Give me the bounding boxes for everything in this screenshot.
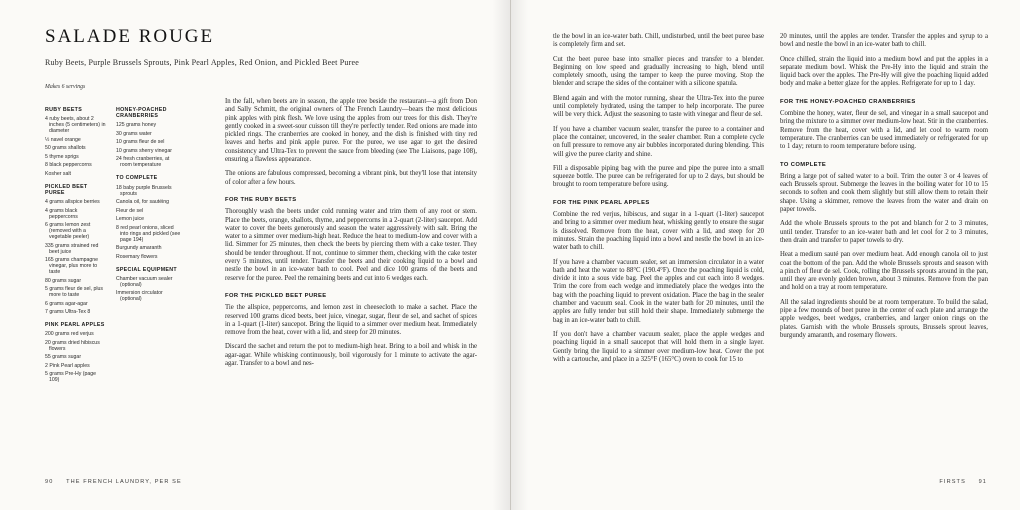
text-block: Tie the allspice, peppercorns, and lemon zest in cheesecloth to make a sachet. Place the reserved 100 grams diced beets, beet juice, vinegar, sugar, fleur de sel, and sachet of spices in a 1-quart (1-liter) saucepot. Bring the liquid to a simmer over medium heat. Immediately remove from the heat, cover with a lid, and steep for 20 minutes.: [225, 304, 477, 337]
ingredient-line: 5 grams Pre-Hy (page 109): [45, 371, 97, 384]
ingredient-line: 125 grams honey: [116, 122, 157, 129]
text-block: Combine the honey, water, fleur de sel, and vinegar in a small saucepot and bring the mixture to a simmer over medium-low heat. Stir in the cranberries. Remove from the heat, cover with a lid, and let cool to warm room temperature. The cranberries can be used immediately or refrigerated for up to 1 day; return to room temperature before using.: [780, 110, 989, 151]
running-head-right: FIRSTS: [939, 479, 966, 485]
text-block: Cut the beet puree base into smaller pieces and transfer to a blender. Beginning on low speed and gradually increasing to high, blend until completely smooth, using the tamper to keep the puree moving. Stop the blender and scrape the sides of the container with a silicone spatula.: [553, 55, 764, 88]
page-number-right: 91: [978, 479, 987, 485]
ingredient-line: Fleur de sel: [116, 207, 144, 214]
recipe-subtitle: Ruby Beets, Purple Brussels Sprouts, Pink Pearl Apples, Red Onion, and Pickled Beet Puree: [45, 58, 359, 67]
text-block: Bring a large pot of salted water to a boil. Trim the outer 3 or 4 leaves of each Brussels sprout. Submerge the leaves in the boiling water for 10 to 15 seconds to soften and cook them slightly but still allow them to retain their shape. Using a skimmer, remove the leaves from the water and drain on paper towels.: [780, 172, 988, 214]
text-block: Discard the sachet and return the pot to medium-high heat. Bring to a boil and whisk in the agar-agar. While whisking continuously, boil vigorously for 1 minute to activate the agar-agar. Transfer to a bowl and nes-: [225, 343, 477, 368]
ingredient-line: 5 grams fleur de sel, plus more to taste: [45, 286, 103, 299]
recipe-title: SALADE ROUGE: [45, 26, 215, 47]
ingredient-line: 24 fresh cranberries, at room temperature: [116, 156, 170, 169]
running-head-left: THE FRENCH LAUNDRY, PER SE: [66, 479, 182, 485]
ingredient-line: 4 ruby beets, about 2 inches (5 centimeters) in diameter: [45, 116, 106, 135]
text-block: In the fall, when beets are in season, the apple tree beside the restaurant—a gift from Don and Sally Schmitt, the original owners of The French Laundry—bears the most delicious pink apples with pink flesh. We love using the apples from our trees for this dish. They're gently cooked in a sweet-sour cuisson till they're perfectly tender. Red onions are made into pickled rings. The cranberries are cooked in honey, and the dish is finished with tiny red leaves and herbs and pink apple puree. For the puree, we use agar to get the desired consistency and Ultra-Tex to prevent the sauce from bleeding (see The Liaisons, page 108), ensuring a flawless appearance.: [225, 98, 477, 164]
ingredient-line: 20 grams dried hibiscus flowers: [45, 339, 100, 352]
text-block: Combine the red verjus, hibiscus, and sugar in a 1-quart (1-liter) saucepot and bring to a simmer over medium heat, whisking gently to ensure the sugar is dissolved. Remove from the heat, cover with a lid, and steep for 20 minutes. Strain the poaching liquid into a bowl and nestle the bowl in an ice-water bath to chill.: [553, 211, 764, 252]
ingredient-line: 2 Pink Pearl apples: [45, 362, 90, 369]
ingredient-line: 10 grams sherry vinegar: [116, 147, 172, 154]
ingredient-line: 50 grams shallots: [45, 145, 86, 152]
ingredient-line: ½ navel orange: [45, 136, 81, 143]
text-block: FOR THE HONEY-POACHED CRANBERRIES: [780, 98, 916, 105]
ingredient-line: Immersion circulator (optional): [116, 290, 163, 303]
ingredient-line: Kosher salt: [45, 170, 71, 177]
right-footer: [939, 479, 987, 485]
text-block: If you don't have a chamber vacuum sealer, place the apple wedges and poaching liquid in a small saucepot that will hold them in a single layer. Gently bring the liquid to a simmer over medium-low heat. Cover the pot with a cartouche, and place in a 325°F (165°C) oven to cook for 15 to: [553, 330, 764, 363]
ingredient-line: Canola oil, for sautéing: [116, 199, 170, 206]
text-block: If you have a chamber vacuum sealer, transfer the puree to a container and place the container, uncovered, in the sealer chamber. Run a complete cycle on full pressure to remove any air bubbles incorporated during blending. This will give the puree clarity and shine.: [553, 125, 764, 158]
text-block: If you have a chamber vacuum sealer, set an immersion circulator in a water bath and heat the water to 88°C (190.4°F). Once the poaching liquid is cold, divide it into a sous vide bag. Peel the apples and cut each into 8 wedges. Trim the core from each wedge and immediately place the wedges into the bag with the poaching liquid to prevent oxidation. Place the bag in the sealer chamber and vacuum seal. Cook in the water bath for 20 minutes, until the apples are fully tender but still hold their shape. Immediately submerge the bag in an ice-water bath to chill.: [553, 258, 764, 324]
ingredient-line: 335 grams strained red beet juice: [45, 242, 99, 255]
ingredient-line: SPECIAL EQUIPMENT: [116, 266, 177, 273]
ingredient-column-1: [45, 100, 107, 386]
text-block: Fill a disposable piping bag with the puree and pipe the puree into a small squeeze bottle. The puree can be refrigerated for up to 2 days, but should be brought to room temperature before using.: [553, 164, 764, 189]
text-block: Thoroughly wash the beets under cold running water and trim them of any root or stem. Place the beets, orange, shallots, thyme, and peppercorns in a 2-quart (2-liter) saucepot. Add water to cover the beets generously and season the water aggressively with salt. Bring the water to a simmer over medium-high heat. Reduce the heat to medium-low and cover with a lid. Simmer for 25 minutes, then check the beets by piercing them with a cake tester. They should be tender throughout. If not, continue to simmer them, checking with the cake tester every 5 minutes, until tender. Transfer the beets and their cooking liquid to a bowl and nestle the bowl in an ice-water bath to cool. Peel and dice 100 grams of the beets and reserve for the puree. Peel the remaining beets and cut into 6 wedges each.: [225, 208, 477, 282]
ingredient-line: Burgundy amaranth: [116, 245, 162, 252]
ingredient-line: 5 thyme sprigs: [45, 153, 79, 160]
page-number-left: 90: [45, 479, 54, 485]
right-column-1: [553, 33, 764, 370]
left-body-column: [225, 98, 477, 374]
ingredient-line: 8 red pearl onions, sliced into rings and pickled (see page 194): [116, 224, 181, 243]
yield-note: Makes 6 servings: [45, 84, 86, 90]
text-block: tle the bowl in an ice-water bath. Chill, undisturbed, until the beet puree base is completely firm and set.: [553, 33, 764, 49]
text-block: All the salad ingredients should be at room temperature. To build the salad, pipe a few mounds of beet puree in the center of each plate and arrange the apple wedges, beet wedges, cranberries, and larger onion rings on the plates. Garnish with the whole Brussels sprouts, Brussels sprout leaves, burgundy amaranth, and rosemary flowers.: [780, 298, 988, 339]
text-block: FOR THE PINK PEARL APPLES: [553, 199, 650, 206]
ingredient-line: 30 grams water: [116, 130, 152, 137]
ingredient-line: 4 grams allspice berries: [45, 199, 100, 206]
text-block: 20 minutes, until the apples are tender. Transfer the apples and syrup to a bowl and nestle the bowl in an ice-water bath to chill.: [780, 33, 988, 49]
ingredient-line: 18 baby purple Brussels sprouts: [116, 184, 172, 197]
ingredient-line: Chamber vacuum sealer (optional): [116, 275, 173, 288]
ingredient-line: 4 grams black peppercorns: [45, 207, 78, 220]
text-block: Once chilled, strain the liquid into a medium bowl and put the apples in a separate medium bowl. Whisk the Pre-Hy into the liquid and strain the liquid back over the apples. The Pre-Hy will give the poaching liquid added body and make a better glaze for the apples. Refrigerate for up to 1 day.: [780, 55, 988, 88]
text-block: FOR THE RUBY BEETS: [225, 196, 297, 203]
text-block: Add the whole Brussels sprouts to the pot and blanch for 2 to 3 minutes, until tender. Transfer to an ice-water bath and let cool for 2 to 3 minutes, then drain and transfer to paper towels to dry.: [780, 220, 988, 244]
ingredient-line: 165 grams champagne vinegar, plus more to taste: [45, 257, 99, 276]
right-column-2: [780, 33, 988, 346]
left-footer: [45, 479, 182, 485]
ingredient-line: Rosemary flowers: [116, 253, 158, 260]
text-block: The onions are fabulous compressed, becoming a vibrant pink, but they'll lose that intensity of color after a few hours.: [225, 170, 477, 186]
ingredient-line: PICKLED BEET PUREE: [45, 183, 88, 196]
ingredient-line: TO COMPLETE: [116, 175, 158, 182]
text-block: Blend again and with the motor running, shear the Ultra-Tex into the puree until completely hydrated, using the tamper to help incorporate. The puree will be very thick. Adjust the seasoning to taste with vinegar and fleur de sel.: [553, 94, 764, 119]
ingredient-line: 200 grams red verjus: [45, 331, 94, 338]
ingredient-column-2: [116, 100, 182, 305]
ingredient-line: PINK PEARL APPLES: [45, 322, 105, 329]
ingredient-line: 6 grams agar-agar: [45, 300, 88, 307]
ingredient-line: 8 black peppercorns: [45, 162, 92, 169]
text-block: FOR THE PICKLED BEET PUREE: [225, 292, 327, 299]
ingredient-line: 55 grams sugar: [45, 354, 82, 361]
ingredient-line: 7 grams Ultra-Tex 8: [45, 309, 91, 316]
ingredient-line: 10 grams fleur de sel: [116, 139, 165, 146]
right-page: [510, 0, 1020, 510]
text-block: TO COMPLETE: [780, 161, 827, 168]
ingredient-line: Lemon juice: [116, 216, 144, 223]
ingredient-line: 6 grams lemon zest (removed with a vegetable peeler): [45, 222, 91, 241]
ingredient-line: HONEY-POACHED CRANBERRIES: [116, 107, 167, 120]
ingredient-line: RUBY BEETS: [45, 107, 83, 113]
ingredient-line: 80 grams sugar: [45, 277, 82, 284]
text-block: Heat a medium sauté pan over medium heat. Add enough canola oil to just coat the bottom of the pan. Add the whole Brussels sprouts and season with a pinch of fleur de sel. Cook, rolling the Brussels sprouts around in the pan, until they are evenly golden brown, about 3 minutes. Remove from the pan and hold on a tray at room temperature.: [780, 251, 988, 292]
